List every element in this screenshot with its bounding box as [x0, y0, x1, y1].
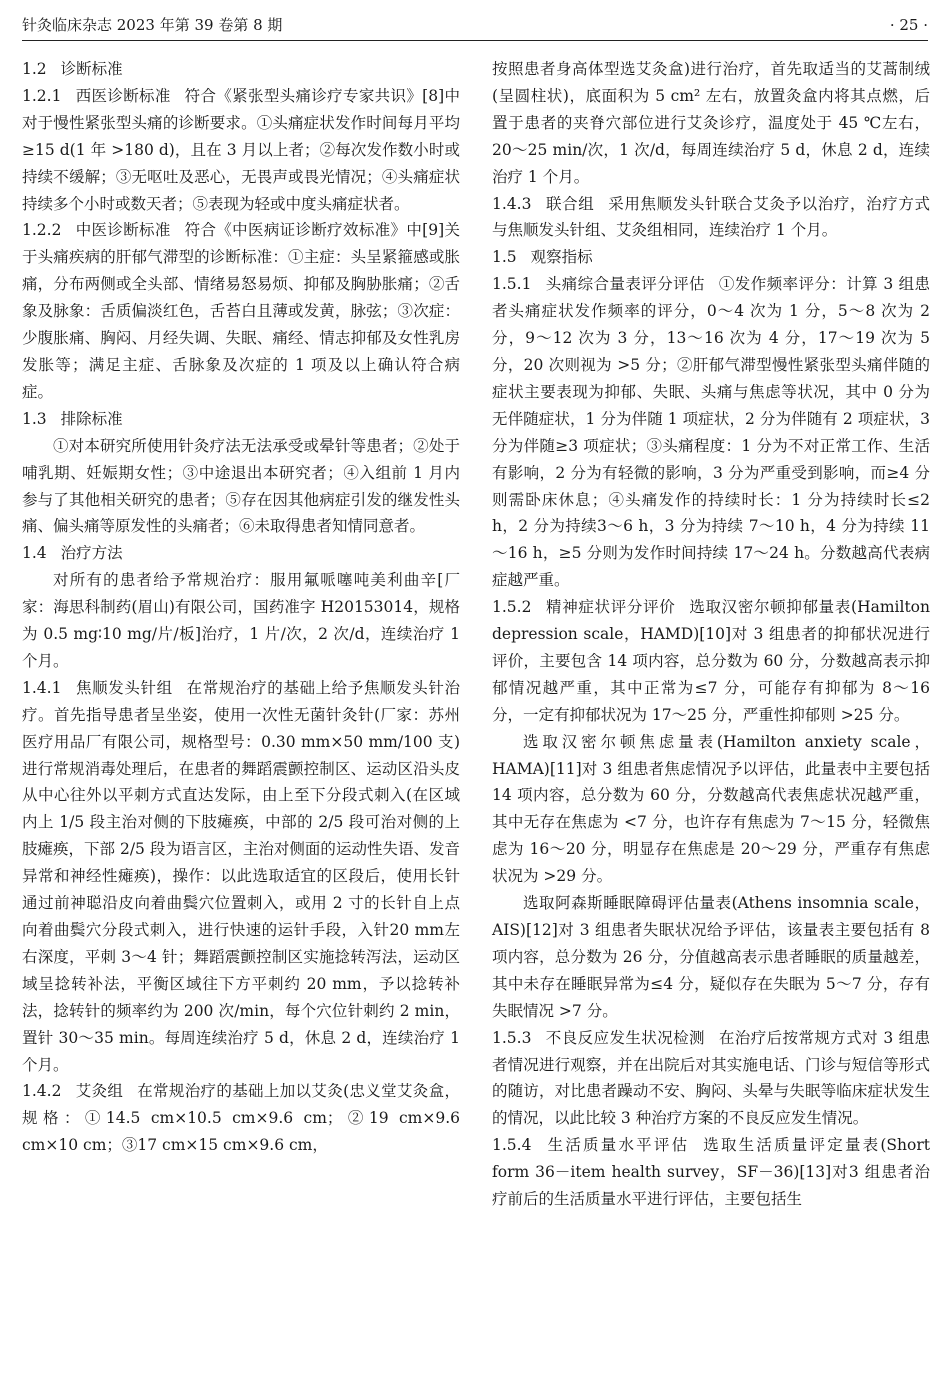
subsection-paragraph: 1.5.4 生活质量水平评估 选取生活质量评定量表(Short form 36－item health survey，SF－36)[13]对3 组患者治疗前后的生活质量水平进行评估，主要包括生	[492, 1136, 930, 1209]
section-heading: 1.5 观察指标	[492, 248, 593, 267]
subsection-paragraph: 1.2.1 西医诊断标准 符合《紧张型头痛诊疗专家共识》[8]中对于慢性紧张型头痛的诊断要求。①头痛症状发作时间每月平均≥15 d(1 年 >180 d)，且在 3 月以上者；②每次发作数小时或持续不缓解；③无呕吐及恶心，无畏声或畏光情况；④头痛症状持续多个小时或数天者；⑤表现为轻或中度头痛症状者。	[22, 86, 460, 213]
body-paragraph: 选取阿森斯睡眠障碍评估量表(Athens insomnia scale，AIS)[12]对 3 组患者失眠状况给予评估，该量表主要包括有 8 项内容，总分数为 26 分，分值越高表示患者睡眠的质量越差，其中未存在睡眠异常为≤4 分，疑似存在失眠为 5～7 分，存有失眠情况 >7 分。	[492, 894, 930, 1020]
right-column	[492, 56, 930, 1213]
journal-title: 针灸临床杂志 2023 年第 39 卷第 8 期	[22, 16, 283, 34]
section-heading: 1.2 诊断标准	[22, 60, 123, 78]
running-header	[22, 14, 928, 41]
subsection-paragraph: 1.4.1 焦顺发头针组 在常规治疗的基础上给予焦顺发头针治疗。首先指导患者呈坐姿，使用一次性无菌针灸针(厂家：苏州医疗用品厂有限公司，规格型号：0.30 mm×50 mm/100 支)进行常规消毒处理后，在患者的舞蹈震颤控制区、运动区沿头皮从中心往外以平刺方式直达发际，由上至下分段式刺入(在区域内上 1/5 段主治对侧的下肢瘫痪，中部的 2/5 段可治对侧的上肢瘫痪，下部 2/5 段为语言区，主治对侧面的运动性失语、发音异常和神经性瘫痪)，操作：以此选取适宜的区段后，使用长针通过前神聪沿皮向着曲鬓穴位置刺入，或用 2 寸的长针自上点向着曲鬓穴分段式刺入，进行快速的运针手段，入针20 mm左右深度，平刺 3～4 针；舞蹈震颤控制区实施捻转泻法，运动区域呈捻转补法，平衡区域往下方平刺约 20 mm，予以捻转补法，捻转针的频率约为 200 次/min，每个穴位针刺约 2 min，置针 30～35 min。每周连续治疗 5 d，休息 2 d，连续治疗 1 个月。	[22, 678, 460, 1074]
subsection-paragraph: 1.4.3 联合组 采用焦顺发头针联合艾灸予以治疗，治疗方式与焦顺发头针组、艾灸组相同，连续治疗 1 个月。	[492, 194, 930, 240]
body-paragraph: ①对本研究所使用针灸疗法无法承受或晕针等患者；②处于哺乳期、妊娠期女性；③中途退出本研究者；④入组前 1 月内参与了其他相关研究的患者；⑤存在因其他病症引发的继发性头痛、偏头痛等原发性的头痛者；⑥未取得患者知情同意者。	[22, 436, 460, 536]
subsection-paragraph: 1.5.3 不良反应发生状况检测 在治疗后按常规方式对 3 组患者情况进行观察，并在出院后对其实施电话、门诊与短信等形式的随访，对比患者躁动不安、胸闷、头晕与失眠等临床症状发生的情况，以此比较 3 种治疗方案的不良反应发生情况。	[492, 1028, 930, 1128]
body-paragraph: 按照患者身高体型选艾灸盒)进行治疗，首先取适当的艾蒿制绒(呈圆柱状)，底面积为 5 cm² 左右，放置灸盒内将其点燃，后置于患者的夹脊穴部位进行艾灸诊疗，温度处于 45 ℃左右，20～25 min/次，1 次/d，每周连续治疗 5 d，休息 2 d，连续治疗 1 个月。	[492, 60, 930, 186]
subsection-paragraph: 1.4.2 艾灸组 在常规治疗的基础上加以艾灸(忠义堂艾灸盒，规格：①14.5 cm×10.5 cm×9.6 cm；②19 cm×9.6 cm×10 cm；③17 cm×15 cm×9.6 cm，	[22, 1082, 460, 1155]
subsection-paragraph: 1.5.2 精神症状评分评价 选取汉密尔顿抑郁量表(Hamilton depression scale，HAMD)[10]对 3 组患者的抑郁状况进行评价，主要包含 14 项内容，总分数为 60 分，分数越高表示抑郁情况越严重，其中正常为≤7 分，可能存有抑郁为 8～16 分，一定有抑郁状况为 17～25 分，严重性抑郁则 >25 分。	[492, 598, 930, 724]
body-paragraph: 选取汉密尔顿焦虑量表(Hamilton anxiety scale，HAMA)[11]对 3 组患者焦虑情况予以评估，此量表中主要包括 14 项内容，总分数为 60 分，分数越高代表焦虑状况越严重，其中无存在焦虑为 <7 分，也许存有焦虑为 7～15 分，轻微焦虑为 16～20 分，明显存在焦虑是 20～29 分，严重存有焦虑状况为 >29 分。	[492, 732, 930, 886]
section-heading: 1.3 排除标准	[22, 409, 123, 428]
body-paragraph: 对所有的患者给予常规治疗：服用氟哌噻吨美利曲辛[厂家：海思科制药(眉山)有限公司，国药准字 H20153014，规格为 0.5 mg∶10 mg/片/板]治疗，1 片/次，2 次/d，连续治疗 1 个月。	[22, 571, 460, 670]
subsection-paragraph: 1.5.1 头痛综合量表评分评估 ①发作频率评分：计算 3 组患者头痛症状发作频率的评分，0～4 次为 1 分，5～8 次为 2 分，9～12 次为 3 分，13～16 次为 4 分，17～19 次为 5 分，20 次则视为 >5 分；②肝郁气滞型慢性紧张型头痛伴随的症状主要表现为抑郁、失眠、头痛与焦虑等状况，其中 0 分为无伴随症状，1 分为伴随 1 项症状，2 分为伴随有 2 项症状，3 分为伴随≥3 项症状；③头痛程度：1 分为不对正常工作、生活有影响，2 分为有轻微的影响，3 分为严重受到影响，而≥4 分则需卧床休息；④头痛发作的持续时长：1 分为持续时长≤2 h，2 分为持续3～6 h，3 分为持续 7～10 h，4 分为持续 11～16 h，≥5 分则为发作时间持续 17～24 h。分数越高代表病症越严重。	[492, 275, 930, 590]
page-number: · 25 ·	[889, 16, 928, 34]
subsection-paragraph: 1.2.2 中医诊断标准 符合《中医病证诊断疗效标准》中[9]关于头痛疾病的肝郁气滞型的诊断标准：①主症：头呈紧箍感或胀痛，分布两侧或全头部、情绪易怒易烦、抑郁及胸胁胀痛；②舌象及脉象：舌质偏淡红色，舌苔白且薄或发黄，脉弦；③次症：少腹胀痛、胸闷、月经失调、失眠、痛经、情志抑郁及女性乳房发胀等；满足主症、舌脉象及次症的 1 项及以上确认符合病症。	[22, 221, 460, 401]
section-heading: 1.4 治疗方法	[22, 544, 123, 563]
left-column	[22, 56, 460, 1159]
